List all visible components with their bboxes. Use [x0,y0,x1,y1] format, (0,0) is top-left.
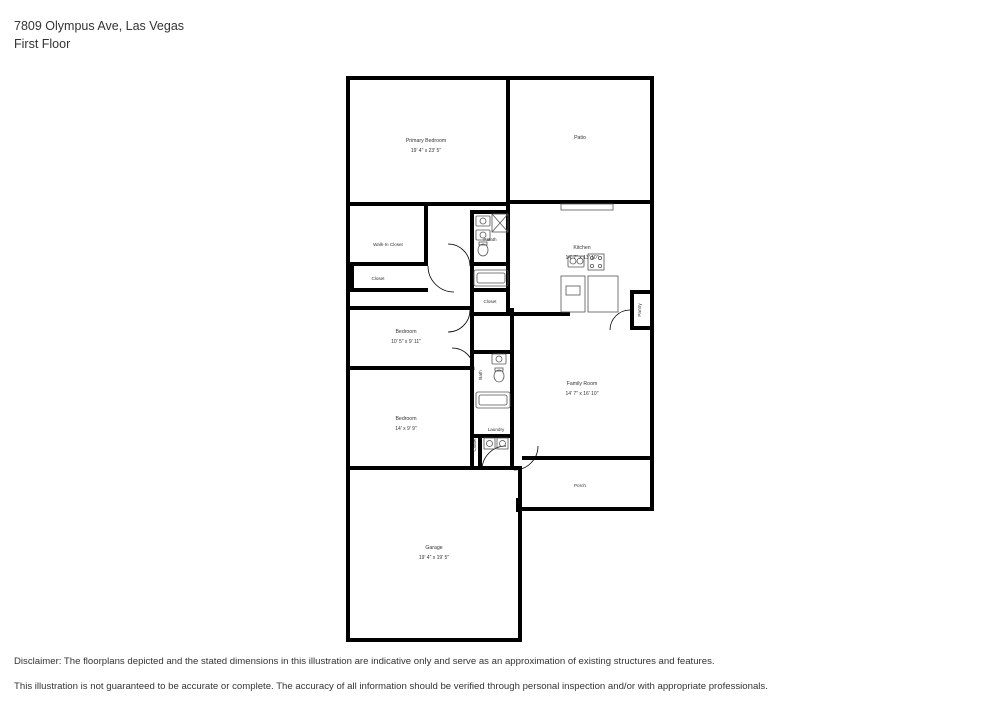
dim-bedroom-2: 10' 5" x 9' 11" [391,339,421,345]
label-kitchen: Kitchen [573,245,591,251]
floor-label: First Floor [14,37,71,52]
label-primary-bedroom: Primary Bedroom [405,138,447,144]
dim-family-room: 14' 7" x 16' 10" [565,391,599,397]
toilet-icon [478,244,488,256]
washer-icon [484,438,495,449]
dim-kitchen: 14' 7" x 13' 10" [565,255,599,261]
dim-garage: 19' 4" x 19' 5" [418,555,450,561]
label-bedroom-2: Bedroom [395,329,417,335]
door-swings [426,214,630,470]
label-p-bath: P.Bath [483,237,497,242]
label-garage: Garage [425,545,443,551]
plan-header [14,17,184,53]
label-walk-in-closet: Walk-In Closet [373,242,403,247]
laundry-fixtures [484,438,508,449]
label-family-room: Family Room [566,381,598,387]
bathtub-icon [476,392,510,408]
label-pantry: Pantry [637,303,642,317]
label-porch: Porch [573,483,587,488]
label-closet-primary: Closet [371,276,385,281]
label-bath: Bath [478,370,483,380]
dim-bedroom-3: 14' x 9' 9" [395,426,417,432]
exterior-walls [346,76,654,642]
disclaimer-line-1: Disclaimer: The floorplans depicted and the stated dimensions in this illustration are indicative only and serve as an approximation of existing structures and features. [14,656,715,668]
cabinet [561,276,585,312]
label-bedroom-3: Bedroom [395,416,417,422]
sink-icon [492,354,506,364]
dim-primary-bedroom: 19' 4" x 23' 5" [410,148,442,154]
label-laundry: Laundry [487,427,505,432]
sink-icon [476,216,490,226]
cabinet [588,276,618,312]
appliance [566,286,580,295]
disclaimer-line-2: This illustration is not guaranteed to be accurate or complete. The accuracy of all information should be verified through personal inspection and/or with appropriate professionals. [14,680,768,692]
floorplan-diagram [330,60,670,650]
floorplan-svg [330,60,670,650]
counter [561,204,613,210]
label-closet-hall: Closet [483,299,497,304]
property-address: 7809 Olympus Ave, Las Vegas [14,19,185,33]
label-closet-bedroom-3: Closet [472,438,477,452]
toilet-icon [494,370,504,382]
label-patio: Patio [574,135,586,141]
disclaimer [14,656,964,693]
